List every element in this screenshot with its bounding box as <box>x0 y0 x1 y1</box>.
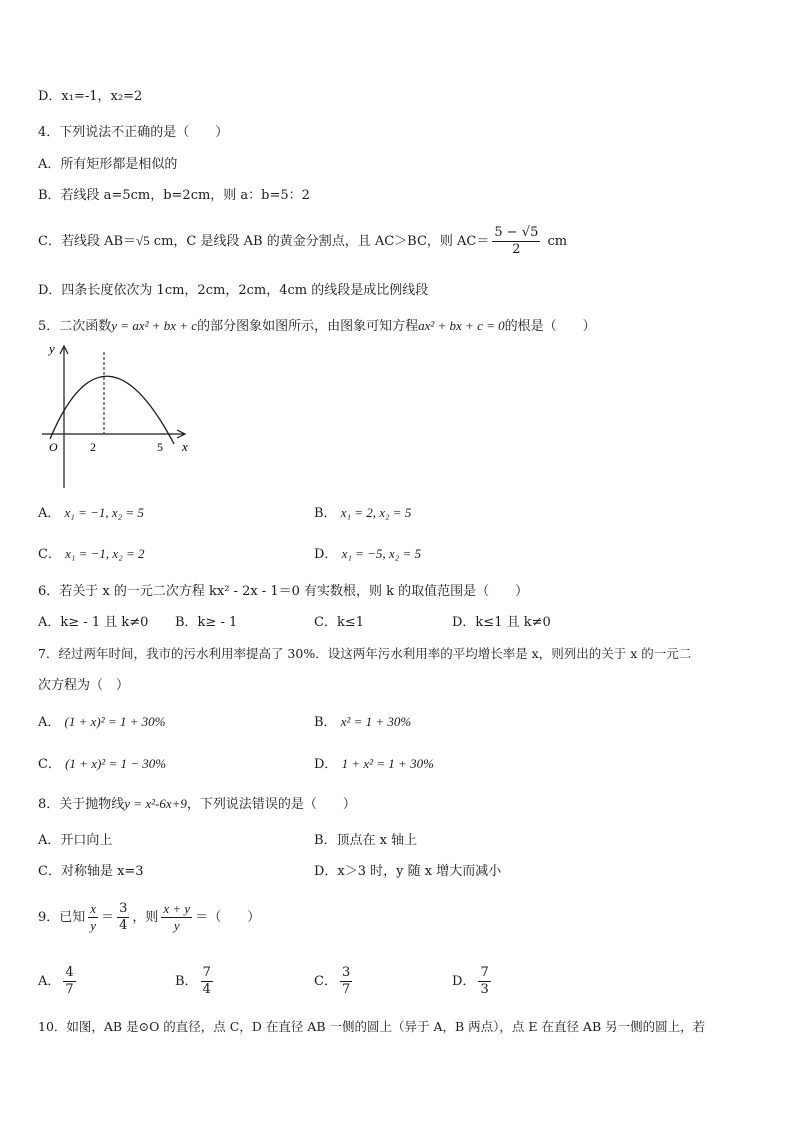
option-letter: D． <box>314 757 338 772</box>
option-letter: C． <box>314 974 337 989</box>
q5-stem <box>38 317 596 336</box>
fraction-denominator: y <box>161 917 192 934</box>
q4-option-c-prefix: C．若线段 AB＝ <box>38 234 137 249</box>
q9-option-a <box>38 964 79 1000</box>
fraction-numerator: 3 <box>341 965 351 980</box>
option-fraction <box>340 965 352 998</box>
q4-option-c-mid: cm，C 是线段 AB 的黄金分割点，且 AC＞BC，则 AC＝ <box>149 234 490 249</box>
fraction-numerator: 5 − √5 <box>494 225 539 240</box>
q4-stem: 4．下列说法不正确的是（ ） <box>38 125 229 140</box>
q9-option-c <box>314 964 355 1000</box>
q5-option-a <box>38 504 144 523</box>
q9-option-d <box>452 964 494 1000</box>
fraction-numerator: 3 <box>119 901 128 916</box>
q7-option-d <box>314 755 434 774</box>
fraction-numerator: x <box>90 901 97 916</box>
option-letter: A． <box>38 715 61 730</box>
q10-stem: 10．如图，AB 是⊙O 的直径，点 C，D 在直径 AB 一侧的圆上（异于 A，B 两点），点 E 在直径 AB 另一侧的圆上，若 <box>38 1019 706 1034</box>
q9-mid: ，则 <box>132 910 159 925</box>
q9-suffix: ＝（ ） <box>195 910 261 925</box>
option-fraction <box>201 965 213 998</box>
q4-option-a: A．所有矩形都是相似的 <box>38 157 178 172</box>
option-math: x₁ = −1, x₂ = 5 <box>64 505 144 520</box>
q7-option-a <box>38 713 166 732</box>
q6-option-d: D．k≤1 且 k≠0 <box>452 615 551 630</box>
fraction-denominator: 7 <box>65 982 74 997</box>
fraction-numerator: 7 <box>202 965 211 980</box>
option-math: 1 + x² = 1 + 30% <box>341 756 434 771</box>
q8-option-d: D．x＞3 时，y 随 x 增大而减小 <box>314 864 502 879</box>
option-letter: B． <box>175 974 198 989</box>
q5-option-c <box>38 545 145 564</box>
q7-stem-line2: 次方程为（ ） <box>38 678 130 693</box>
q4-option-c <box>38 223 567 260</box>
fraction-numerator: x + y <box>163 901 191 916</box>
fraction-numerator: 7 <box>480 965 489 980</box>
q9-fraction-sum <box>161 901 192 934</box>
tick-label-root: 5 <box>157 440 163 454</box>
q6-option-c: C．k≤1 <box>314 615 364 630</box>
option-math: (1 + x)² = 1 − 30% <box>65 756 167 771</box>
origin-label: O <box>49 440 58 454</box>
fraction-denominator: 7 <box>341 982 351 997</box>
q9-stem <box>38 900 260 936</box>
option-fraction <box>63 965 75 998</box>
q7-stem-line1: 7．经过两年时间，我市的污水利用率提高了 30%．设这两年污水利用率的平均增长率是 x，则列出的关于 x 的一元二 <box>38 646 692 661</box>
q8-stem-prefix: 8．关于抛物线 <box>38 797 125 812</box>
q6-option-a: A．k≥ - 1 且 k≠0 <box>38 615 149 630</box>
q7-option-c <box>38 755 166 774</box>
q3-option-d: D．x₁=-1，x₂=2 <box>38 89 143 104</box>
fraction-denominator: 4 <box>202 982 211 997</box>
q5-option-d <box>314 545 421 564</box>
q5-stem-prefix: 5．二次函数 <box>38 319 112 334</box>
q4-option-c-sqrt: √5 <box>136 233 150 248</box>
option-math: x₁ = −1, x₂ = 2 <box>65 546 145 561</box>
option-math: x₁ = −5, x₂ = 5 <box>341 546 421 561</box>
q8-stem <box>38 795 356 814</box>
q5-stem-equation: ax² + bx + c = 0 <box>418 318 505 333</box>
q5-stem-mid: 的部分图象如图所示，由图象可知方程 <box>197 319 419 334</box>
q9-fraction-x-over-y <box>88 901 98 934</box>
fraction-denominator: y <box>90 918 97 933</box>
option-letter: A． <box>38 506 61 521</box>
q4-option-c-unit: cm <box>547 234 568 249</box>
q9-option-b <box>175 964 216 1000</box>
option-math: x₁ = 2, x₂ = 5 <box>340 505 412 520</box>
fraction-denominator: 2 <box>492 241 540 258</box>
q6-option-b: B．k≥ - 1 <box>175 615 238 630</box>
q5-stem-suffix: 的根是（ ） <box>504 319 596 334</box>
tick-label-axis: 2 <box>90 440 96 454</box>
q4-option-c-fraction <box>492 225 540 258</box>
fraction-numerator: 4 <box>65 965 74 980</box>
q4-option-d: D．四条长度依次为 1cm，2cm，2cm，4cm 的线段是成比例线段 <box>38 283 429 298</box>
x-axis-label: x <box>182 439 188 454</box>
option-letter: A． <box>38 974 61 989</box>
option-math: x² = 1 + 30% <box>340 714 412 729</box>
q8-stem-suffix: ，下列说法错误的是（ ） <box>186 797 356 812</box>
option-letter: B． <box>314 715 337 730</box>
q5-option-b <box>314 504 411 523</box>
q9-fraction-three-quarters <box>117 901 129 934</box>
q5-stem-function: y = ax² + bx + c <box>111 318 198 333</box>
q8-stem-function: y = x²-6x+9 <box>124 796 187 811</box>
q8-option-b: B．顶点在 x 轴上 <box>314 833 418 848</box>
option-fraction <box>478 965 490 998</box>
q9-stem-prefix: 9．已知 <box>38 910 86 925</box>
q8-option-a: A．开口向上 <box>38 833 113 848</box>
option-letter: C． <box>38 547 61 562</box>
q4-option-b: B．若线段 a=5cm，b=2cm，则 a：b=5：2 <box>38 188 310 203</box>
option-letter: D． <box>452 974 476 989</box>
y-axis-label: y <box>49 341 55 356</box>
q6-stem: 6．若关于 x 的一元二次方程 kx² - 2x - 1＝0 有实数根，则 k 的取值范围是（ ） <box>38 584 529 599</box>
option-letter: B． <box>314 506 337 521</box>
q8-option-c: C．对称轴是 x=3 <box>38 864 144 879</box>
option-math: (1 + x)² = 1 + 30% <box>64 714 166 729</box>
q9-equals: ＝ <box>101 910 115 925</box>
q7-option-b <box>314 713 411 732</box>
fraction-denominator: 4 <box>119 918 128 933</box>
q5-parabola-graph <box>36 338 196 498</box>
fraction-denominator: 3 <box>480 982 489 997</box>
option-letter: D． <box>314 547 338 562</box>
option-letter: C． <box>38 757 61 772</box>
